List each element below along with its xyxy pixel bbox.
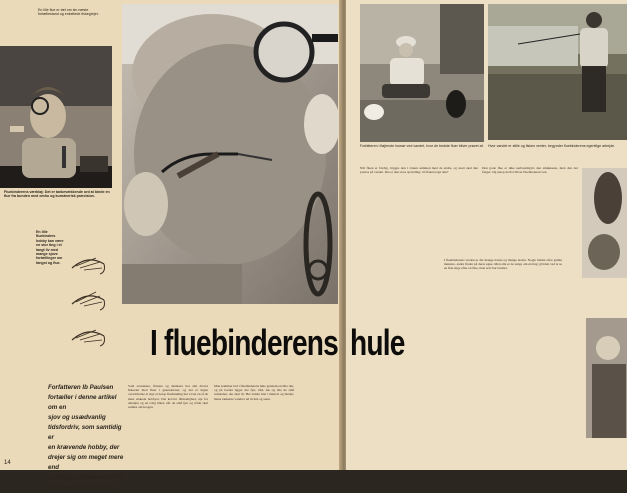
intro-line: fortæller i denne artikel om en — [48, 394, 117, 411]
intro-line: Forfatteren Ib Paulsen — [48, 384, 114, 391]
intro-line: til lakkefarvede fiskere — [48, 484, 115, 491]
photo-man-fishing — [488, 4, 627, 140]
page-number: 14 — [4, 460, 11, 466]
body-column-right-mid: Den gode flue er ikke nødvendigvis den smukkeste, men den der fanger. Og netop derfor bliver fluebinderen ved. — [482, 166, 578, 175]
photo-person-crop — [586, 318, 627, 438]
caption-right-2: Hvor vandet er stille og fisken venter, begynder fluebinderens egentlige arbejde. — [488, 144, 616, 148]
body-column-right-top: Når fluen er færdig, lægges den i æsken sammen med de andre, og snart skal den prøves på vandet. Det er den store spænding: vil fisken tage den? — [360, 166, 478, 175]
photo-man-with-magnifier — [0, 46, 112, 188]
fly-icon — [72, 330, 105, 346]
photo-man-crouching — [360, 4, 484, 142]
caption-right-top: Forfatteren i fløjtende humør ved vandet, hvor de bedste fluer bliver prøvet af. — [360, 144, 484, 148]
photo-fish-crop — [582, 168, 627, 278]
caption-mid-left: Fluebinderens værktøj: Det er tankevækkende ord at binde en flue fra bunden med omhu og kunstnerisk præcision. — [4, 190, 110, 199]
right-page — [346, 0, 627, 470]
intro-line: sjov og usædvanlig — [48, 414, 106, 421]
body-column-left: Som svenskere, finnere og danskere har alle drevet fiskeriet med fluer i generationer, og det er ingen overdrivelse at sige at netop fluebinding har været en af de mest elskede hobbyer. Det kræver tålmodighed, øje for detaljen og en rolig hånd, når de små fjer og tråde skal samles om krogen. — [128, 384, 208, 410]
intro-line: at fange lakkefarvede fisk — [48, 474, 124, 481]
headline-part-2: hule — [350, 322, 405, 363]
body-column-right-bottom: I fluebinderens verden er der mange navne og mange skoler. Nogle binder efter gamle mønstre, andre finder på deres egne. Men alle er de enige om én ting: glæden ved at se en fisk stige efter en flue, man selv har bundet. — [444, 258, 562, 271]
headline-part-1: I fluebinderens — [150, 322, 339, 363]
sidebar-text: En lille fluebinders hobby kan være en stor ting i et langt liv med mange sjove fortællinger om fangst og flue. — [36, 230, 64, 265]
photo-fly-tying-closeup — [122, 4, 338, 304]
fly-illustrations — [66, 250, 110, 360]
intro-line: tidsfordriv, som samtidig er — [48, 424, 122, 441]
body-column-mid: Man kommer ind i fluebinderens hule gennem en lille dør, og på bordet ligger der fjer, tråd, lak og alle de små redskaber, der skal til. Her sidder han i timevis og binder, mens tankerne vandrer ud til åen og søen. — [214, 384, 294, 401]
intro-line: drejer sig om meget mere end — [48, 454, 124, 471]
intro-blurb — [48, 383, 124, 493]
caption-top-left: En lille flue er tæt om sin næste fortællestand og enkeltede fiskegrejer. — [38, 8, 99, 17]
fly-icon — [72, 292, 105, 310]
fly-icon — [72, 258, 105, 274]
intro-line: en krævende hobby, der — [48, 444, 120, 451]
